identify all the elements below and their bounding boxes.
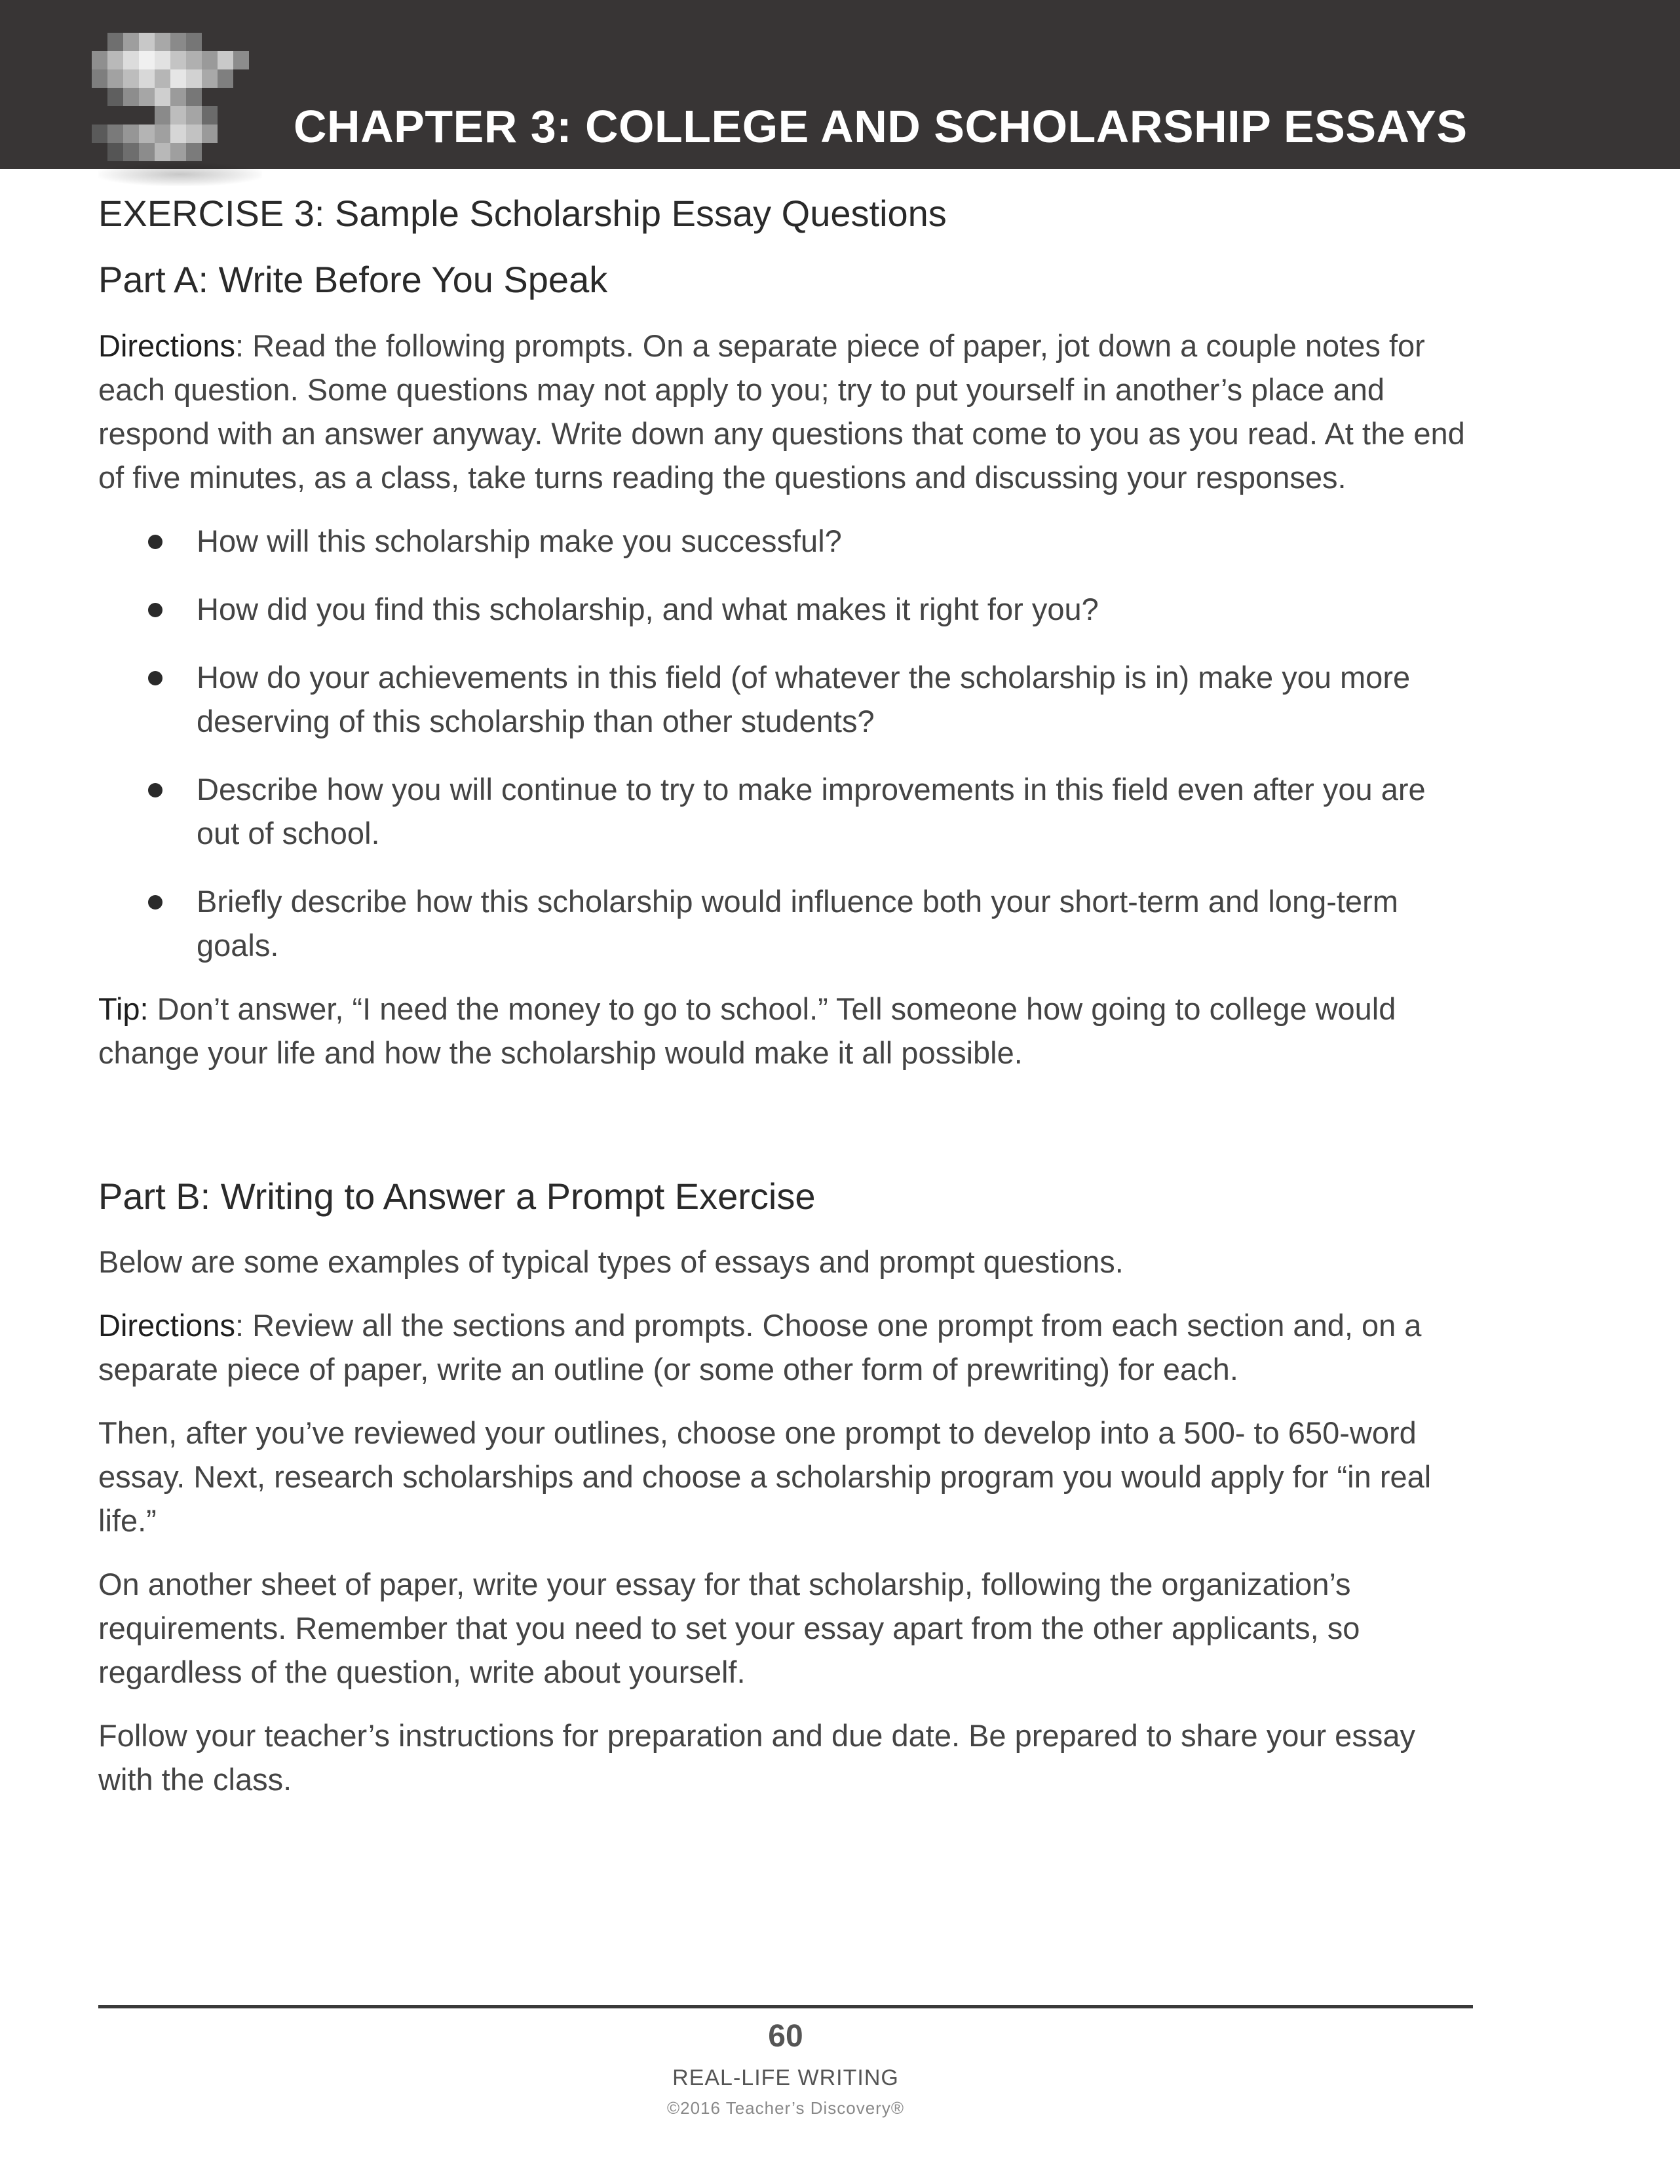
part-a-directions-label: Directions (98, 328, 235, 363)
bullet-icon (148, 671, 162, 685)
tip-label: Tip: (98, 991, 149, 1026)
part-a-section (98, 256, 1474, 1075)
footer-copyright: ©2016 Teacher’s Discovery® (666, 2098, 905, 2118)
part-b-section (98, 1173, 1474, 1802)
tip-paragraph (98, 987, 1474, 1075)
header-band (0, 0, 1680, 169)
list-item-text: How did you find this scholarship, and what makes it right for you? (197, 591, 1099, 626)
footer-divider (98, 2005, 1473, 2008)
bullet-icon (148, 603, 162, 617)
list-item (98, 655, 1474, 743)
bullet-icon (148, 535, 162, 549)
part-a-directions (98, 324, 1474, 499)
bullet-icon (148, 783, 162, 797)
part-a-directions-text: : Read the following prompts. On a separate piece of paper, jot down a couple notes for each question. Some questions may not apply to you; try to put yourself in another’s place and respond with an answer anyway. Write down any questions that come to you as you read. At the end of five minutes, as a class, take turns reading the questions and discussing your responses. (98, 328, 1465, 495)
list-item (98, 519, 1474, 563)
part-a-heading: Part A: Write Before You Speak (98, 258, 608, 300)
list-item (98, 767, 1474, 855)
page-content (98, 190, 1474, 1801)
part-b-intro: Below are some examples of typical types of essays and prompt questions. (98, 1244, 1124, 1280)
list-item-text: Describe how you will continue to try to make improvements in this field even after you are out of school. (197, 771, 1426, 851)
part-b-another-paragraph: On another sheet of paper, write your essay for that scholarship, following the organization’s requirements. Remember that you need to set your essay apart from the other applicants, so regardless of the question, write about yourself. (98, 1567, 1360, 1690)
list-item-text: Briefly describe how this scholarship would influence both your short-term and long-term goals. (197, 883, 1398, 963)
pixel-mosaic-icon (92, 33, 262, 164)
list-item-text: How will this scholarship make you successful? (197, 523, 842, 558)
page-number: 60 (768, 2019, 803, 2054)
tip-text: Don’t answer, “I need the money to go to school.” Tell someone how going to college would change your life and how the scholarship would make it all possible. (98, 991, 1396, 1070)
icon-shadow (98, 163, 262, 186)
bullet-icon (148, 895, 162, 910)
part-b-then-paragraph: Then, after you’ve reviewed your outlines, choose one prompt to develop into a 500- to 650-word essay. Next, research scholarships and choose a scholarship program you would apply for “in real life.” (98, 1415, 1432, 1539)
chapter-title: CHAPTER 3: COLLEGE AND SCHOLARSHIP ESSAYS (294, 101, 1468, 152)
part-b-directions-label: Directions (98, 1308, 235, 1343)
part-b-follow-paragraph: Follow your teacher’s instructions for preparation and due date. Be prepared to share your essay with the class. (98, 1718, 1415, 1797)
list-item-text: How do your achievements in this field (of whatever the scholarship is in) make you more deserving of this scholarship than other students? (197, 659, 1411, 738)
prompt-list (98, 519, 1474, 967)
part-b-directions (98, 1303, 1474, 1391)
exercise-title: EXERCISE 3: Sample Scholarship Essay Questions (98, 193, 947, 234)
part-b-heading: Part B: Writing to Answer a Prompt Exercise (98, 1175, 816, 1217)
list-item (98, 879, 1474, 967)
list-item (98, 587, 1474, 631)
footer-book-title: REAL-LIFE WRITING (672, 2065, 899, 2090)
part-b-directions-text: : Review all the sections and prompts. Choose one prompt from each section and, on a separate piece of paper, write an outline (or some other form of prewriting) for each. (98, 1308, 1422, 1387)
